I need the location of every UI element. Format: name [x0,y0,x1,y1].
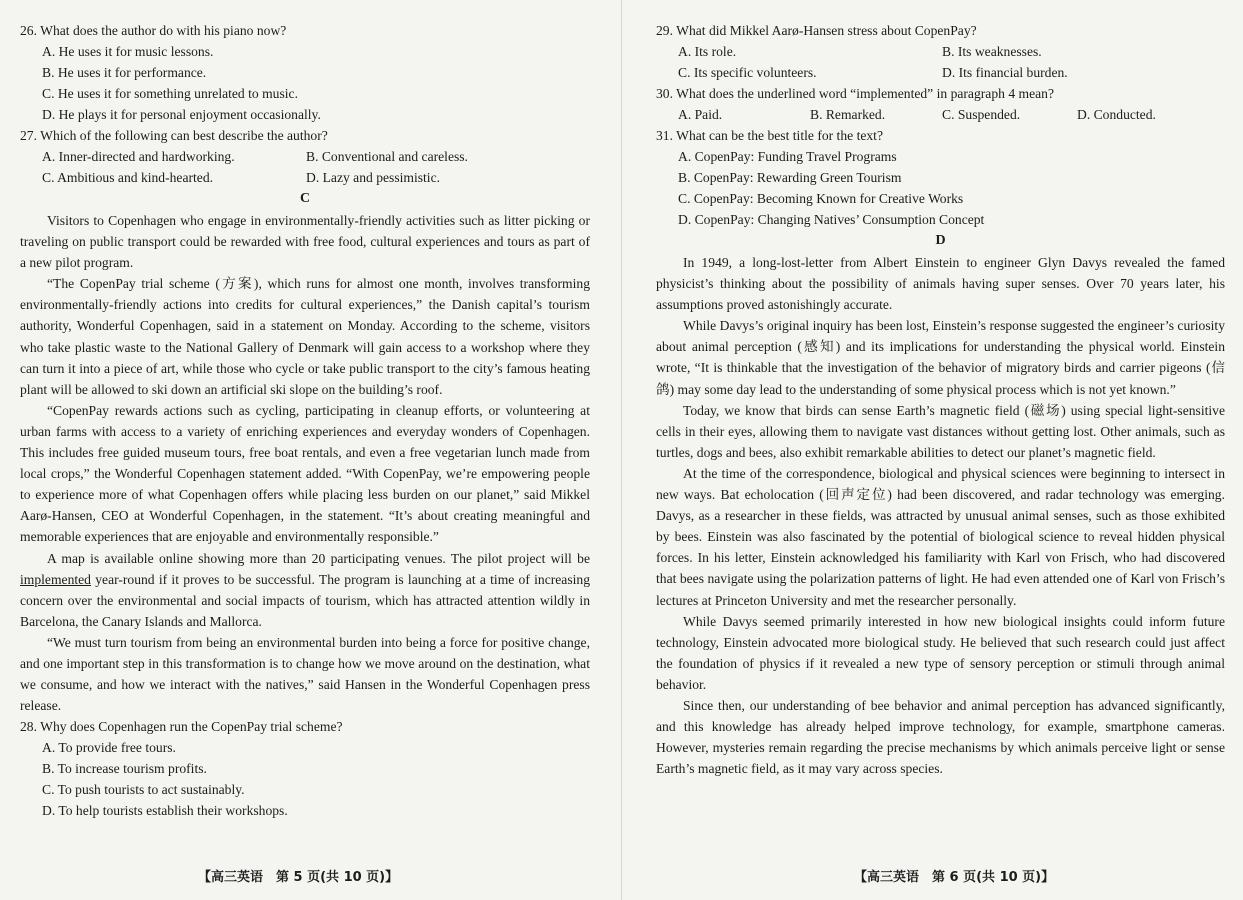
question-30-stem: 30. What does the underlined word “implemented” in paragraph 4 mean? [656,86,1054,101]
question-26-stem: 26. What does the author do with his piano now? [20,23,287,38]
section-d-heading: D [935,233,946,248]
question-29-option-b: B. Its weaknesses. [942,44,1042,59]
question-31-option-d: D. CopenPay: Changing Natives’ Consumption Concept [678,212,985,227]
question-30-option-c: C. Suspended. [942,107,1021,122]
question-29-options-row-2 [678,62,1225,83]
question-27-option-b: B. Conventional and careless. [306,149,468,164]
right-page [622,0,1243,900]
passage-d-paragraph-4: At the time of the correspondence, biological and physical sciences were beginning to intersect in new ways. Bat echolocation (回声定位) had been discovered, and radar technology was emerging. Davys, as a researcher in these fields, was attracted by unusual animal senses, such as those exhibited by bees. Einstein was also fascinated by the potential of biological science to reveal hidden physical forces. In his letter, Einstein acknowledged his familiarity with Karl von Frisch, who had discovered that bees navigate using the polarization patterns of light. He had even attended one of Karl von Frisch’s lectures at Princeton University and met the researcher personally. [656,465,1225,608]
question-27-option-d: D. Lazy and pessimistic. [306,170,441,185]
question-31-option-c: C. CopenPay: Becoming Known for Creative Works [678,191,964,206]
question-30-option-d: D. Conducted. [1077,107,1156,122]
question-28-option-a: A. To provide free tours. [42,740,176,756]
right-page-footer: 【高三英语 第 6 页(共 10 页)】 [854,870,1055,885]
question-26-option-d: D. He plays it for personal enjoyment occasionally. [42,107,321,122]
question-30-option-b: B. Remarked. [810,107,886,122]
question-31-option-b: B. CopenPay: Rewarding Green Tourism [678,170,902,185]
question-29-option-c: C. Its specific volunteers. [678,65,817,80]
question-29-options-row-1 [678,41,1225,62]
question-26-option-b: B. He uses it for performance. [42,65,207,80]
question-30-option-a: A. Paid. [678,107,723,122]
question-29-option-a: A. Its role. [678,44,737,59]
question-27-options-row-1 [42,146,590,167]
passage-d-paragraph-2: While Davys’s original inquiry has been lost, Einstein’s response suggested the engineer’s curiosity about animal perception (感知) and its implications for understanding the physical world. Einstein wrote, “It is thinkable that the investigation of the behavior of migratory birds and carrier pigeons (信鸽) may some day lead to the understanding of some physical process which is not yet known.” [656,318,1225,397]
passage-c-paragraph-4-part-1: A map is available online showing more than 20 participating venues. The pilot project will be [47,550,590,566]
passage-d-paragraph-5: While Davys seemed primarily interested in how new biological insights could inform future technology, Einstein advocated more biological study. He believed that such research could just affect the foundation of physics if it revealed a new type of sensory perception or stimuli through animal behavior. [656,613,1225,692]
question-27-stem: 27. Which of the following can best describe the author? [20,128,328,143]
question-26-option-c: C. He uses it for something unrelated to music. [42,86,298,101]
left-page-footer: 【高三英语 第 5 页(共 10 页)】 [198,870,399,885]
passage-c-paragraph-3: “CopenPay rewards actions such as cycling, participating in cleanup efforts, or volunteering at urban farms with access to a variety of enriching experiences and everyday wonders of Copenhagen. This includes free guided museum tours, free boat rentals, and even a free vegetarian lunch made from local crops,” the Wonderful Copenhagen statement added. “With CopenPay, we’re empowering people to experience more of what Copenhagen offers while placing less burden on our planet,” said Mikkel Aarø-Hansen, CEO at Wonderful Copenhagen, in the statement. “It’s about creating meaningful and memorable experiences that are enjoyable and environmentally responsible.” [20,402,590,545]
question-31-stem: 31. What can be the best title for the text? [656,128,883,143]
question-26-option-a: A. He uses it for music lessons. [42,44,214,59]
passage-c-paragraph-4 [20,548,590,632]
passage-d-paragraph-6: Since then, our understanding of bee behavior and animal perception has advanced significantly, and this knowledge has already helped improve technology, for example, smartphone cameras. However, mysteries remain regarding the precise mechanisms by which animals perceive light or sense Earth’s magnetic field, as it may vary across species. [656,697,1225,777]
passage-d-paragraph-1: In 1949, a long-lost-letter from Albert Einstein to engineer Glyn Davys revealed the famed physicist’s thinking about the possibility of animals having super senses. Over 70 years later, his assumptions proved astonishingly accurate. [656,255,1225,313]
question-27-option-c: C. Ambitious and kind-hearted. [42,170,214,185]
passage-c-paragraph-1: Visitors to Copenhagen who engage in environmentally-friendly activities such as litter picking or traveling on public transport could be rewarded with free food, cultural experiences and tours as part of a new pilot program. [20,213,590,271]
question-29-option-d: D. Its financial burden. [942,65,1068,80]
question-28-option-b: B. To increase tourism profits. [42,761,207,777]
passage-d-paragraph-3: Today, we know that birds can sense Earth’s magnetic field (磁场) using special light-sensitive cells in their eyes, allowing them to navigate vast distances without getting lost. Other animals, such as turtles, dogs and bees, also exhibit remarkable abilities to detect our planet’s magnetic field. [656,402,1225,460]
question-28-option-c: C. To push tourists to act sustainably. [42,782,245,798]
question-30-options-row [678,104,1225,125]
underlined-word-implemented: implemented [20,571,91,587]
passage-c-paragraph-5: “We must turn tourism from being an environmental burden into being a force for positive change, and one important step in this transformation is to change how we move around on the destination, what we consume, and how we interact with the natives,” said Hansen in the Wonderful Copenhagen press release. [20,634,590,714]
passage-c-paragraph-2: “The CopenPay trial scheme (方案), which runs for almost one month, involves transforming environmentally-friendly actions into credits for cultural experiences,” the Danish capital’s tourism authority, Wonderful Copenhagen, said in a statement on Monday. According to the scheme, visitors who take plastic waste to the National Gallery of Denmark will gain access to a workshop where they can turn it into a piece of art, while those who cycle or take public transport to the city’s famous heating plant will be allowed to ski down an artificial ski slope on the building’s roof. [20,276,590,397]
left-page [0,0,620,900]
question-28-stem: 28. Why does Copenhagen run the CopenPay trial scheme? [20,719,343,735]
question-27-option-a: A. Inner-directed and hardworking. [42,149,235,164]
question-28-option-d: D. To help tourists establish their workshops. [42,803,288,819]
question-29-stem: 29. What did Mikkel Aarø-Hansen stress about CopenPay? [656,23,977,38]
question-27-options-row-2 [42,167,590,188]
question-31-option-a: A. CopenPay: Funding Travel Programs [678,149,897,164]
section-c-heading: C [299,191,311,206]
passage-c-paragraph-4-part-2: year-round if it proves to be successful. The program is launching at a time of increasing concern over the environmental and social impacts of tourism, which has attracted attention wildly in Barcelona, the Canary Islands and Mallorca. [20,571,590,629]
